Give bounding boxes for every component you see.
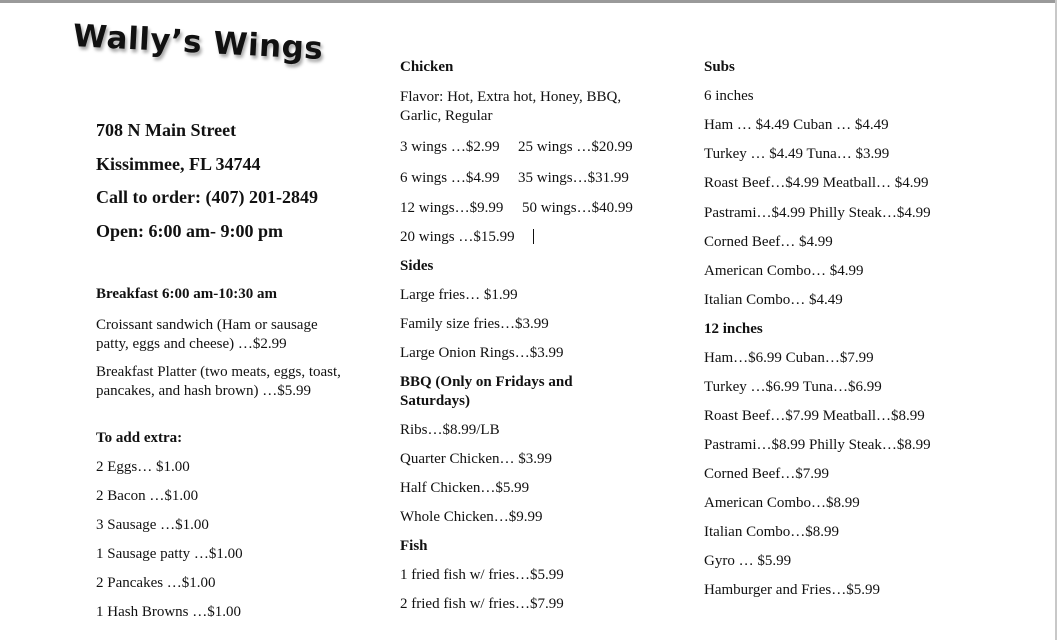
- extra-item: 3 Sausage …$1.00: [96, 517, 209, 533]
- extra-item: 1 Hash Browns …$1.00: [96, 604, 241, 620]
- chicken-flavors: Flavor: Hot, Extra hot, Honey, BBQ, Garlic, Regular: [400, 89, 622, 124]
- address-street: 708 N Main Street: [96, 120, 237, 140]
- sub-12-item: Hamburger and Fries…$5.99: [704, 582, 880, 598]
- extra-item: 2 Bacon …$1.00: [96, 488, 199, 504]
- extra-item: 2 Eggs… $1.00: [96, 459, 190, 475]
- fish-heading: Fish: [400, 538, 428, 554]
- sub-12-item: Italian Combo…$8.99: [704, 524, 839, 540]
- sides-item: Family size fries…$3.99: [400, 316, 549, 332]
- sub-6-item: Roast Beef…$4.99 Meatball… $4.99: [704, 175, 929, 191]
- subs-6-inch-heading: 6 inches: [704, 88, 754, 104]
- fish-item: 2 fried fish w/ fries…$7.99: [400, 596, 564, 612]
- bbq-item: Ribs…$8.99/LB: [400, 422, 500, 438]
- sub-6-item: Italian Combo… $4.49: [704, 292, 843, 308]
- phone-number: Call to order: (407) 201-2849: [96, 187, 318, 207]
- bbq-item: Whole Chicken…$9.99: [400, 509, 543, 525]
- extras-heading: To add extra:: [96, 430, 183, 446]
- sub-12-item: Pastrami…$8.99 Philly Steak…$8.99: [704, 437, 931, 453]
- subs-12-inch-heading: 12 inches: [704, 321, 763, 337]
- sub-12-item: Roast Beef…$7.99 Meatball…$8.99: [704, 408, 925, 424]
- subs-heading: Subs: [704, 59, 735, 75]
- wings-price-left: 20 wings …$15.99: [400, 229, 515, 245]
- bbq-item: Quarter Chicken… $3.99: [400, 451, 553, 467]
- sides-item: Large Onion Rings…$3.99: [400, 345, 564, 361]
- text-cursor: [533, 229, 534, 244]
- sub-12-item: American Combo…$8.99: [704, 495, 860, 511]
- sub-6-item: Corned Beef… $4.99: [704, 234, 833, 250]
- bbq-item: Half Chicken…$5.99: [400, 480, 530, 496]
- sub-6-item: Pastrami…$4.99 Philly Steak…$4.99: [704, 205, 931, 221]
- sides-heading: Sides: [400, 258, 434, 274]
- page-top-border: [0, 0, 1057, 3]
- extra-item: 2 Pancakes …$1.00: [96, 575, 216, 591]
- sub-12-item: Ham…$6.99 Cuban…$7.99: [704, 350, 874, 366]
- extra-item: 1 Sausage patty …$1.00: [96, 546, 243, 562]
- breakfast-item-platter: Breakfast Platter (two meats, eggs, toast, pancakes, and hash brown) …$5.99: [96, 364, 341, 399]
- wings-price-left: 3 wings …$2.99: [400, 139, 500, 155]
- wings-price-right: 25 wings …$20.99: [518, 139, 633, 155]
- sub-6-item: Turkey … $4.49 Tuna… $3.99: [704, 146, 890, 162]
- wings-price-left: 12 wings…$9.99: [400, 200, 504, 216]
- wings-price-right: 50 wings…$40.99: [522, 200, 633, 216]
- sub-6-item: Ham … $4.49 Cuban … $4.49: [704, 117, 889, 133]
- logo-wallys-wings: Wally’s Wings: [72, 18, 325, 68]
- fish-item: 1 fried fish w/ fries…$5.99: [400, 567, 564, 583]
- sub-6-item: American Combo… $4.99: [704, 263, 864, 279]
- address-city: Kissimmee, FL 34744: [96, 154, 261, 174]
- breakfast-heading: Breakfast 6:00 am-10:30 am: [96, 286, 277, 302]
- sub-12-item: Turkey …$6.99 Tuna…$6.99: [704, 379, 882, 395]
- sub-12-item: Corned Beef…$7.99: [704, 466, 829, 482]
- chicken-heading: Chicken: [400, 59, 454, 75]
- wings-price-right: 35 wings…$31.99: [518, 170, 629, 186]
- opening-hours: Open: 6:00 am- 9:00 pm: [96, 221, 283, 241]
- breakfast-item-croissant: Croissant sandwich (Ham or sausage patty, eggs and cheese) …$2.99: [96, 317, 318, 352]
- sub-12-item: Gyro … $5.99: [704, 553, 792, 569]
- bbq-heading: BBQ (Only on Fridays and Saturdays): [400, 374, 573, 409]
- sides-item: Large fries… $1.99: [400, 287, 518, 303]
- wings-price-left: 6 wings …$4.99: [400, 170, 500, 186]
